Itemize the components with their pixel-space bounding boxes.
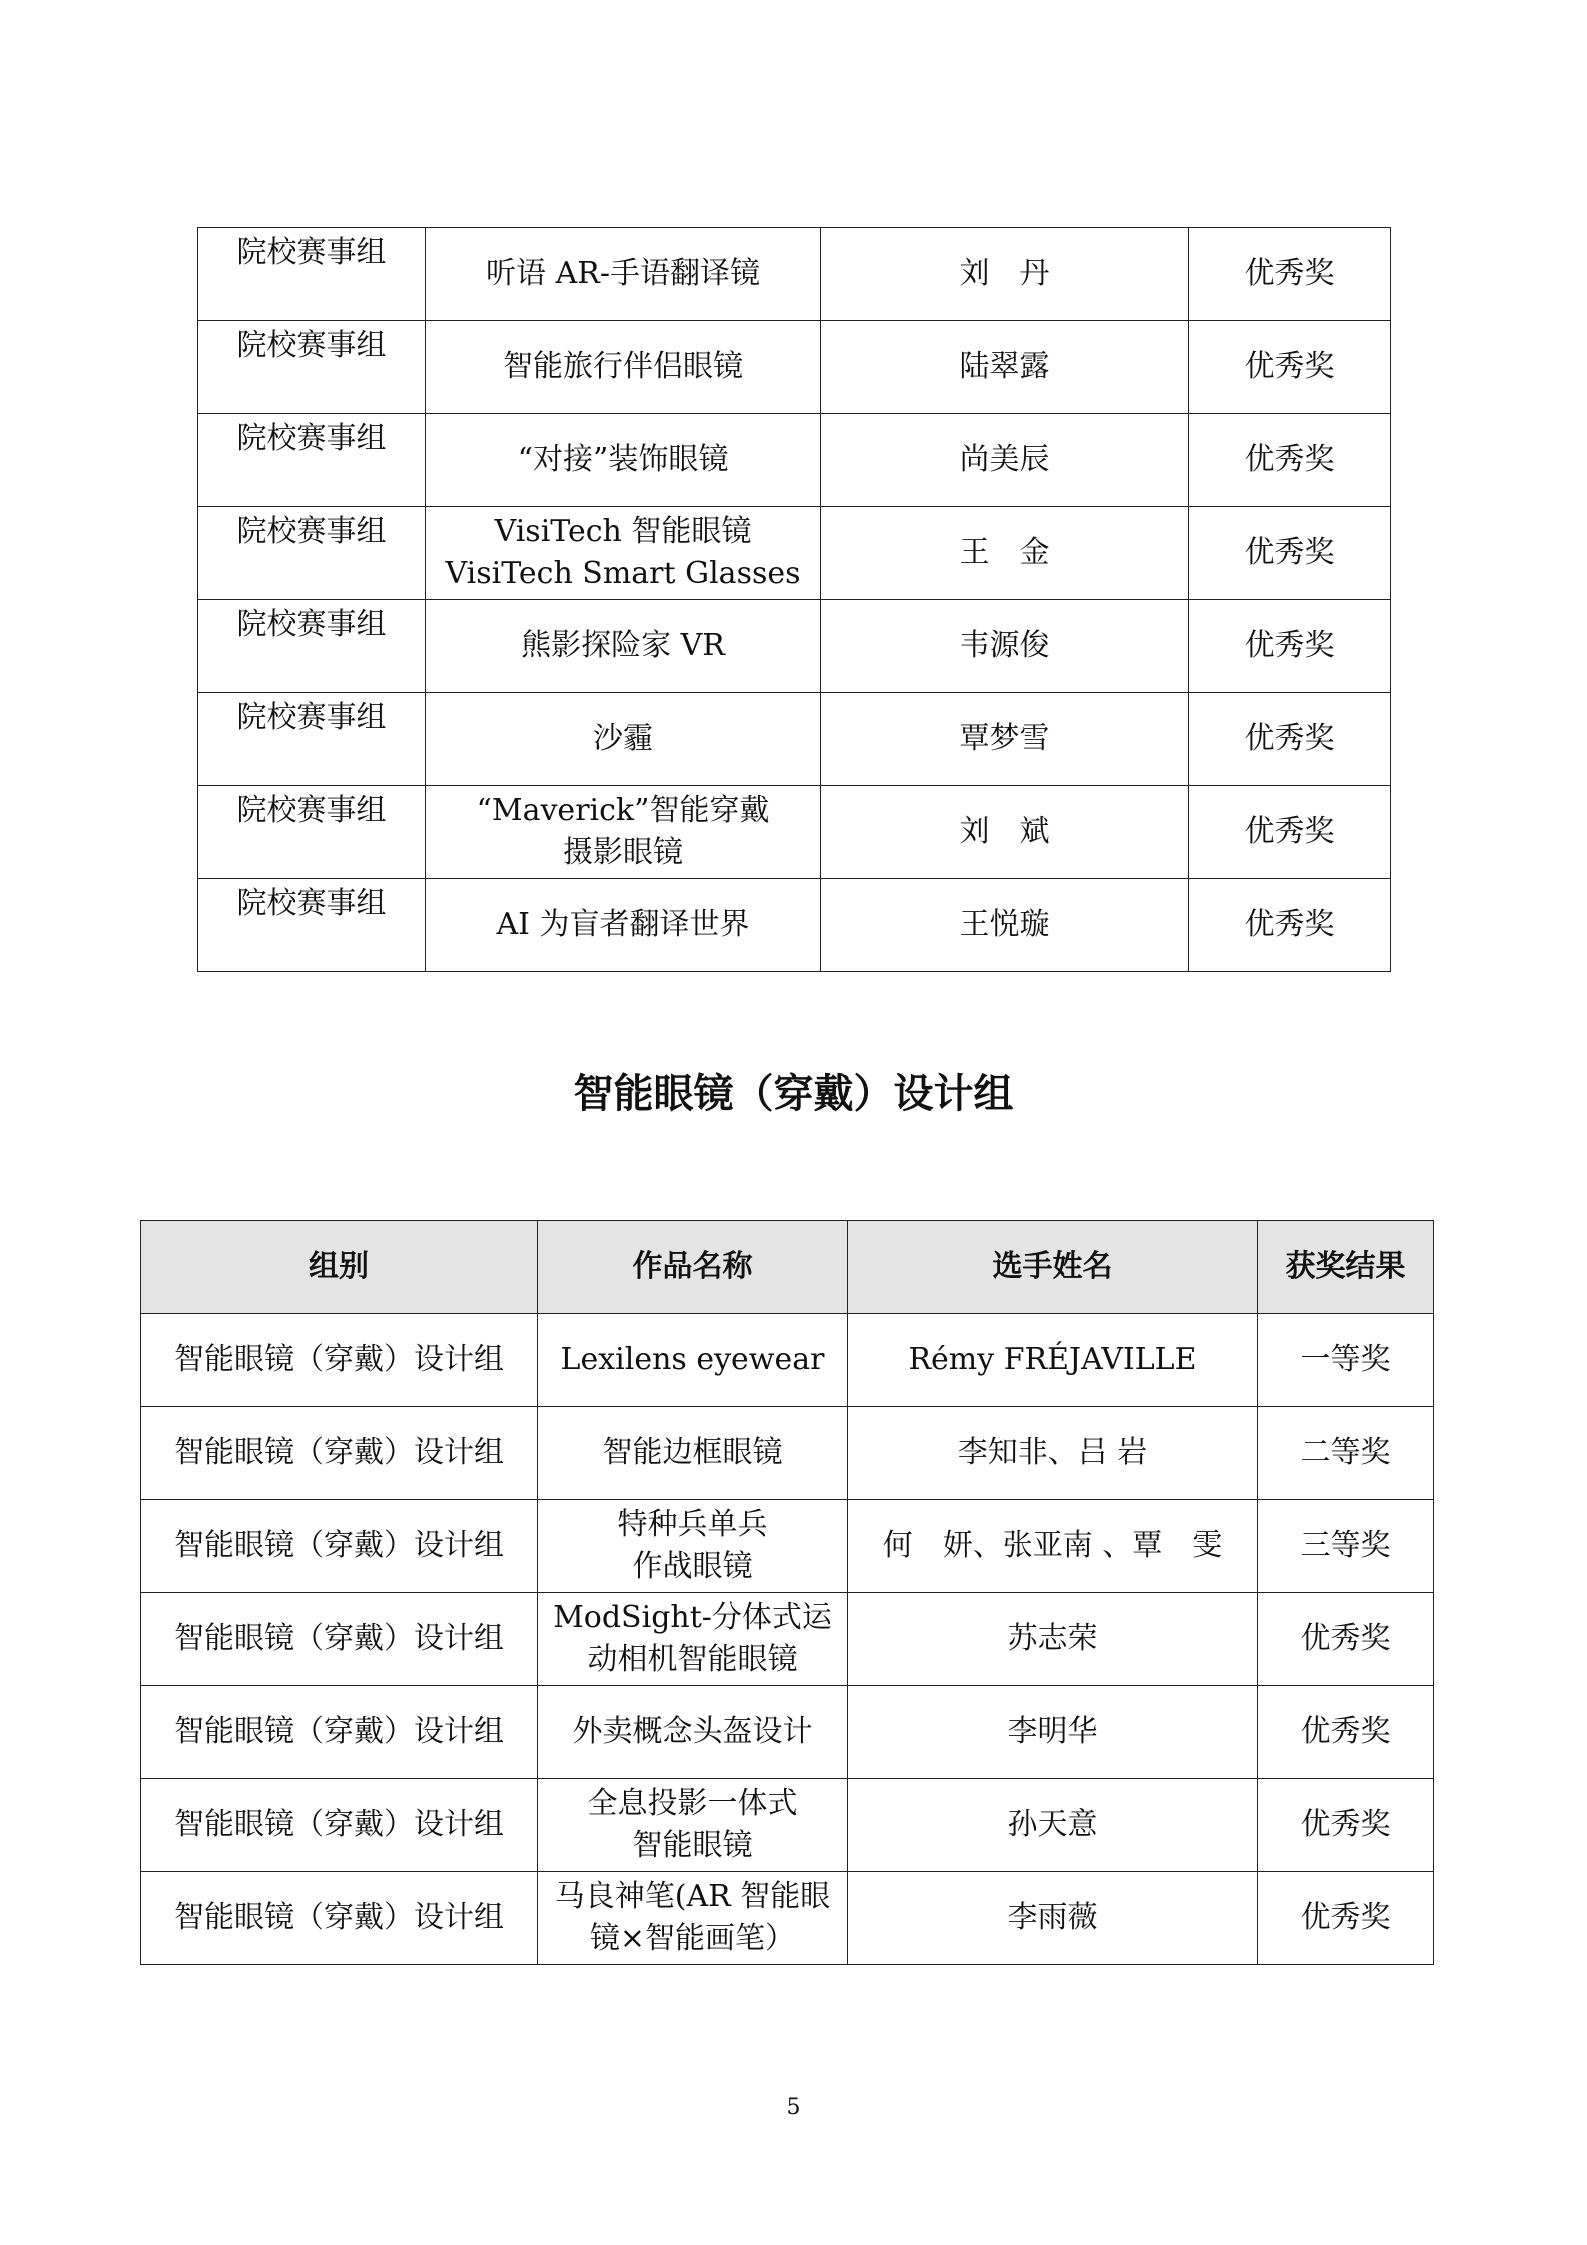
participant-name-cell: 刘 斌 xyxy=(821,786,1189,879)
table-row xyxy=(141,1500,1434,1593)
table-row xyxy=(141,1407,1434,1500)
participant-name-cell: 孙天意 xyxy=(848,1779,1258,1872)
group-cell: 院校赛事组 xyxy=(198,600,426,693)
header-work: 作品名称 xyxy=(538,1221,848,1314)
work-title-cell xyxy=(426,414,821,507)
table-row xyxy=(198,414,1391,507)
participant-name-cell: 陆翠露 xyxy=(821,321,1189,414)
work-title-cell xyxy=(538,1500,848,1593)
group-cell: 院校赛事组 xyxy=(198,414,426,507)
award-result-cell: 优秀奖 xyxy=(1258,1593,1434,1686)
header-group: 组别 xyxy=(141,1221,538,1314)
award-result-cell: 优秀奖 xyxy=(1258,1872,1434,1965)
participant-name-cell: 韦源俊 xyxy=(821,600,1189,693)
participant-name-cell: 刘 丹 xyxy=(821,228,1189,321)
table-row xyxy=(198,600,1391,693)
table-row xyxy=(141,1314,1434,1407)
award-result-cell: 优秀奖 xyxy=(1258,1686,1434,1779)
work-title-cell xyxy=(426,600,821,693)
work-title-line: “Maverick”智能穿戴 xyxy=(476,793,770,828)
award-result-cell: 优秀奖 xyxy=(1189,879,1391,972)
work-title-line: ModSight-分体式运 xyxy=(553,1600,832,1635)
group-cell: 院校赛事组 xyxy=(198,507,426,600)
work-title-line: 熊影探险家 VR xyxy=(521,628,725,663)
work-title-cell xyxy=(538,1686,848,1779)
group-cell: 院校赛事组 xyxy=(198,786,426,879)
work-title-line: 沙霾 xyxy=(593,721,653,756)
group-cell: 院校赛事组 xyxy=(198,879,426,972)
group-cell: 智能眼镜（穿戴）设计组 xyxy=(141,1779,538,1872)
table-row xyxy=(198,228,1391,321)
table-row xyxy=(141,1779,1434,1872)
award-result-cell: 优秀奖 xyxy=(1189,321,1391,414)
participant-name-cell: 王悦璇 xyxy=(821,879,1189,972)
group-cell: 智能眼镜（穿戴）设计组 xyxy=(141,1407,538,1500)
group-cell: 智能眼镜（穿戴）设计组 xyxy=(141,1686,538,1779)
work-title-cell xyxy=(538,1593,848,1686)
work-title-line: AI 为盲者翻译世界 xyxy=(496,907,750,942)
smart-glasses-awards-table xyxy=(140,1220,1434,1965)
award-result-cell: 优秀奖 xyxy=(1189,693,1391,786)
work-title-cell xyxy=(538,1872,848,1965)
participant-name-cell: 李知非、吕 岩 xyxy=(848,1407,1258,1500)
work-title-line: 镜×智能画笔） xyxy=(589,1921,796,1956)
work-title-cell xyxy=(426,879,821,972)
group-cell: 智能眼镜（穿戴）设计组 xyxy=(141,1593,538,1686)
participant-name-cell: 何 妍、张亚南 、覃 雯 xyxy=(848,1500,1258,1593)
work-title-cell xyxy=(538,1407,848,1500)
award-result-cell: 一等奖 xyxy=(1258,1314,1434,1407)
group-cell: 院校赛事组 xyxy=(198,693,426,786)
participant-name-cell: 尚美辰 xyxy=(821,414,1189,507)
group-cell: 智能眼镜（穿戴）设计组 xyxy=(141,1314,538,1407)
work-title-line: Lexilens eyewear xyxy=(560,1342,825,1377)
header-award: 获奖结果 xyxy=(1258,1221,1434,1314)
work-title-line: 全息投影一体式 xyxy=(587,1786,798,1821)
participant-name-cell: 王 金 xyxy=(821,507,1189,600)
work-title-line: “对接”装饰眼镜 xyxy=(517,442,729,477)
award-result-cell: 优秀奖 xyxy=(1258,1779,1434,1872)
work-title-line: 听语 AR-手语翻译镜 xyxy=(486,256,760,291)
work-title-cell xyxy=(538,1314,848,1407)
table-row xyxy=(198,786,1391,879)
participant-name-cell: 李雨薇 xyxy=(848,1872,1258,1965)
award-result-cell: 二等奖 xyxy=(1258,1407,1434,1500)
table-row xyxy=(198,321,1391,414)
participant-name-cell: 李明华 xyxy=(848,1686,1258,1779)
table-row xyxy=(198,879,1391,972)
work-title-cell xyxy=(426,786,821,879)
award-result-cell: 优秀奖 xyxy=(1189,600,1391,693)
participant-name-cell: 苏志荣 xyxy=(848,1593,1258,1686)
table-header-row xyxy=(141,1221,1434,1314)
work-title-line: 马良神笔(AR 智能眼 xyxy=(554,1879,831,1914)
award-result-cell: 优秀奖 xyxy=(1189,786,1391,879)
work-title-cell xyxy=(426,507,821,600)
section-title: 智能眼镜（穿戴）设计组 xyxy=(573,1071,1014,1117)
table-row xyxy=(198,693,1391,786)
participant-name-cell: Rémy FRÉJAVILLE xyxy=(848,1314,1258,1407)
award-result-cell: 三等奖 xyxy=(1258,1500,1434,1593)
work-title-line: 作战眼镜 xyxy=(632,1549,753,1584)
work-title-line: 智能旅行伴侣眼镜 xyxy=(503,349,743,384)
group-cell: 院校赛事组 xyxy=(198,228,426,321)
participant-name-cell: 覃梦雪 xyxy=(821,693,1189,786)
table-row xyxy=(141,1593,1434,1686)
work-title-cell xyxy=(426,228,821,321)
work-title-cell xyxy=(426,321,821,414)
header-name: 选手姓名 xyxy=(848,1221,1258,1314)
group-cell: 智能眼镜（穿戴）设计组 xyxy=(141,1872,538,1965)
work-title-line: 智能眼镜 xyxy=(632,1828,753,1863)
table-row xyxy=(141,1872,1434,1965)
work-title-line: VisiTech 智能眼镜 xyxy=(494,514,752,549)
awards-table-continued xyxy=(197,227,1391,972)
work-title-line: 动相机智能眼镜 xyxy=(587,1642,798,1677)
work-title-line: 摄影眼镜 xyxy=(563,835,683,870)
table-row xyxy=(141,1686,1434,1779)
award-result-cell: 优秀奖 xyxy=(1189,507,1391,600)
work-title-cell xyxy=(426,693,821,786)
award-result-cell: 优秀奖 xyxy=(1189,414,1391,507)
work-title-line: 智能边框眼镜 xyxy=(602,1435,783,1470)
work-title-cell xyxy=(538,1779,848,1872)
page-number: 5 xyxy=(786,2095,801,2120)
table-row xyxy=(198,507,1391,600)
work-title-line: VisiTech Smart Glasses xyxy=(445,556,801,591)
group-cell: 智能眼镜（穿戴）设计组 xyxy=(141,1500,538,1593)
group-cell: 院校赛事组 xyxy=(198,321,426,414)
work-title-line: 外卖概念头盔设计 xyxy=(572,1714,813,1749)
award-result-cell: 优秀奖 xyxy=(1189,228,1391,321)
work-title-line: 特种兵单兵 xyxy=(617,1507,768,1542)
